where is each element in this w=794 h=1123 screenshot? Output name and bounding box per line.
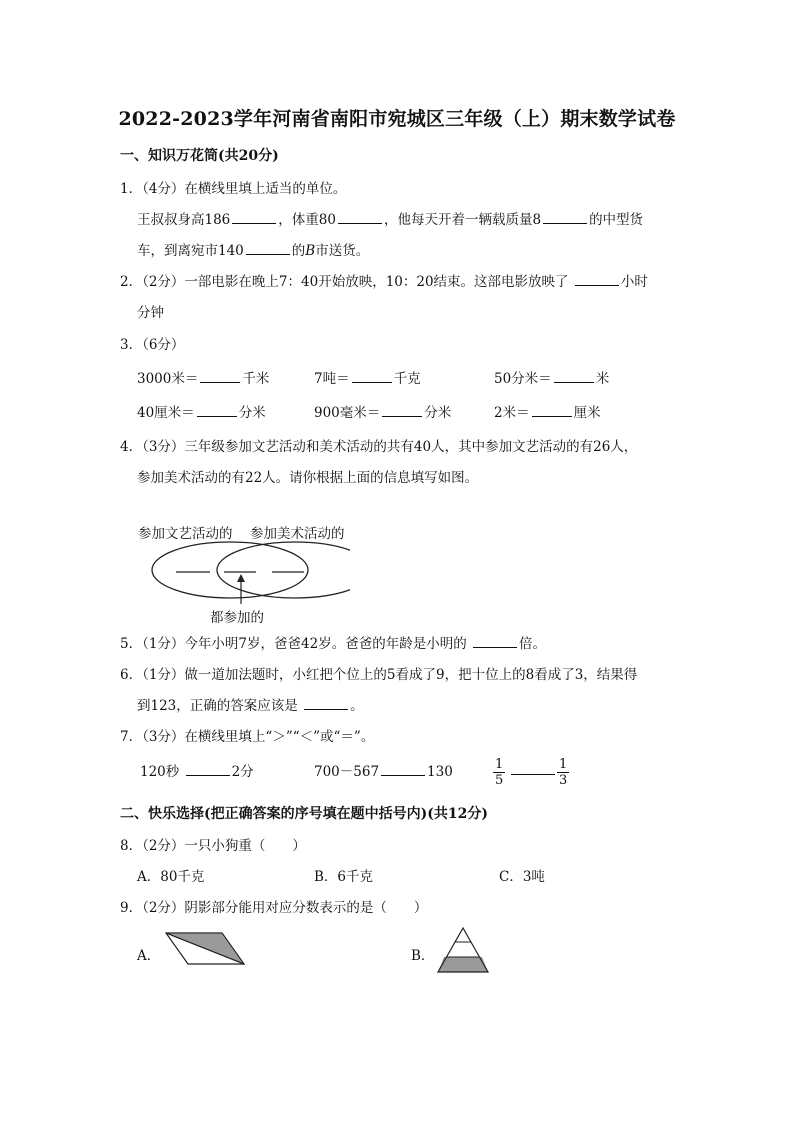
fraction-one-third: $\frac{1}{3}$ — [559, 757, 568, 788]
answer-blank[interactable] — [511, 774, 555, 775]
question-1-head: 1．（4分）在横线里填上适当的单位。 — [120, 181, 347, 197]
answer-blank[interactable] — [473, 634, 517, 648]
answer-blank[interactable] — [382, 403, 422, 417]
conversion-item: 3000米＝ 千米 — [137, 371, 270, 387]
answer-blank[interactable] — [575, 272, 619, 286]
conversion-item: 40厘米＝ 分米 — [137, 405, 266, 421]
compare-item-1: 120秒 2分 — [140, 764, 254, 780]
venn-label-right: 参加美术活动的 — [250, 526, 345, 542]
question-3-head: 3．（6分） — [120, 337, 185, 353]
question-1-line-2: 车，到离宛市140 的B市送货。 — [137, 243, 370, 259]
answer-blank[interactable] — [543, 210, 587, 224]
answer-blank[interactable] — [197, 403, 237, 417]
answer-blank[interactable] — [352, 369, 392, 383]
venn-left-ellipse — [152, 542, 308, 598]
answer-blank[interactable] — [186, 762, 230, 776]
question-9-head: 9．（2分）阴影部分能用对应分数表示的是（ ） — [120, 900, 428, 916]
question-7-head: 7．（3分）在横线里填上“＞”“＜”或“＝”。 — [120, 729, 375, 745]
answer-blank[interactable] — [554, 369, 594, 383]
question-2-line-2: 分钟 — [137, 305, 164, 321]
question-4-line-1: 4．（3分）三年级参加文艺活动和美术活动的共有40人，其中参加文艺活动的有26人， — [120, 439, 638, 455]
option-a[interactable]: A． — [137, 948, 161, 964]
answer-blank[interactable] — [232, 210, 276, 224]
question-6-line-2: 到123，正确的答案应该是 。 — [137, 698, 364, 714]
option-b[interactable]: B． — [411, 948, 435, 964]
triangle-figure — [436, 926, 490, 974]
venn-arrow-head — [237, 574, 245, 582]
conversion-item: 900毫米＝ 分米 — [314, 405, 452, 421]
question-8-head: 8．（2分）一只小狗重（ ） — [120, 838, 306, 854]
conversion-item: 50分米＝ 米 — [494, 371, 610, 387]
option-a[interactable]: A．80千克 — [137, 869, 205, 885]
conversion-item: 2米＝ 厘米 — [494, 405, 601, 421]
option-c[interactable]: C．3吨 — [499, 869, 545, 885]
page-title: 2022-2023学年河南省南阳市宛城区三年级（上）期末数学试卷 — [118, 108, 676, 130]
answer-blank[interactable] — [200, 369, 240, 383]
answer-blank[interactable] — [532, 403, 572, 417]
venn-right-ellipse — [217, 542, 350, 598]
compare-item-2: 700－567 130 — [314, 764, 453, 780]
venn-diagram — [140, 534, 350, 614]
option-b[interactable]: B．6千克 — [314, 869, 374, 885]
question-4-line-2: 参加美术活动的有22人。请你根据上面的信息填写如图。 — [137, 470, 479, 486]
answer-blank[interactable] — [338, 210, 382, 224]
question-1-line-1: 王叔叔身高186 ，体重80 ，他每天开着一辆载质量8 的中型货 — [137, 212, 644, 228]
venn-label-bottom: 都参加的 — [210, 610, 264, 626]
section-2-heading: 二、快乐选择(把正确答案的序号填在题中括号内)(共12分) — [120, 806, 488, 822]
answer-blank[interactable] — [246, 241, 290, 255]
conversion-item: 7吨＝ 千克 — [314, 371, 421, 387]
answer-blank[interactable] — [304, 696, 348, 710]
question-2-line-1: 2．（2分）一部电影在晚上7：40开始放映，10：20结束。这部电影放映了 小时 — [120, 274, 648, 290]
venn-label-left: 参加文艺活动的 — [138, 526, 233, 542]
fraction-one-fifth: $\frac{1}{5}$ — [495, 757, 504, 788]
section-1-heading: 一、知识万花筒(共20分) — [120, 148, 279, 164]
question-6-line-1: 6．（1分）做一道加法题时，小红把个位上的5看成了9，把十位上的8看成了3，结果得 — [120, 667, 638, 683]
answer-blank[interactable] — [381, 762, 425, 776]
question-5: 5．（1分）今年小明7岁，爸爸42岁。爸爸的年龄是小明的 倍。 — [120, 636, 546, 652]
parallelogram-figure — [160, 930, 248, 968]
